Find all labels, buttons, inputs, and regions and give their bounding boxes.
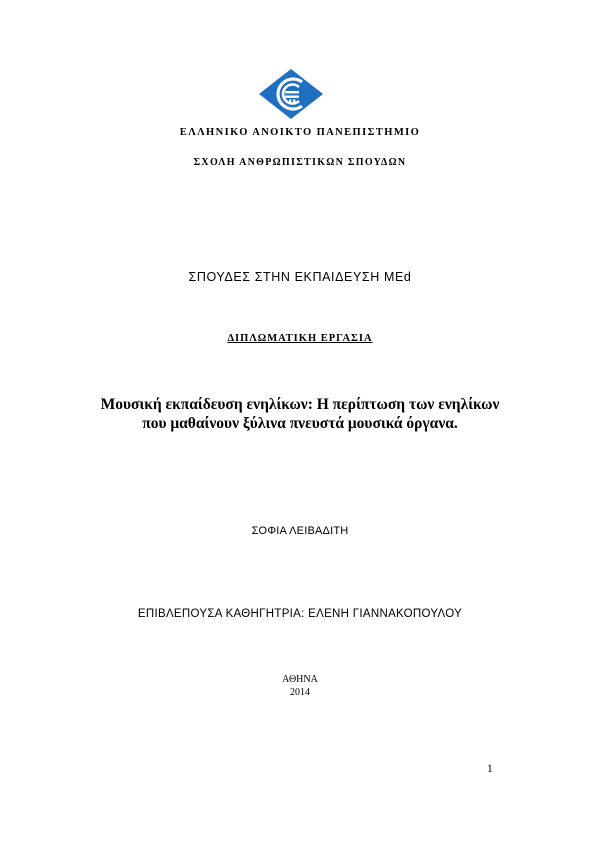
year: 2014 <box>290 687 310 698</box>
eap-logo-icon <box>258 68 324 120</box>
city: ΑΘΗΝΑ <box>282 674 318 685</box>
supervisor: ΕΠΙΒΛΕΠΟΥΣΑ ΚΑΘΗΓΗΤΡΙΑ: ΕΛΕΝΗ ΓΙΑΝΝΑΚΟΠΟΥΛΟΥ <box>137 608 463 620</box>
thesis-title-line-1: Μουσική εκπαίδευση ενηλίκων: Η περίπτωση των ενηλίκων <box>100 396 500 413</box>
author-name: ΣΟΦΙΑ ΛΕΙΒΑΔΙΤΗ <box>251 525 349 537</box>
thesis-title-line-2: που μαθαίνουν ξύλινα πνευστά μουσικά όργανα. <box>142 415 458 432</box>
school-name: ΣΧΟΛΗ ΑΝΘΡΩΠΙΣΤΙΚΩΝ ΣΠΟΥΔΩΝ <box>193 157 407 168</box>
page-number: 1 <box>487 763 493 775</box>
thesis-title <box>60 395 540 433</box>
programme-name: ΣΠΟΥΔΕΣ ΣΤΗΝ ΕΚΠΑΙΔΕΥΣΗ MEd <box>188 270 412 284</box>
thesis-type: ΔΙΠΛΩΜΑΤΙΚΗ ΕΡΓΑΣΙΑ <box>227 333 373 344</box>
university-name: ΕΛΛΗΝΙΚΟ ΑΝΟΙΚΤΟ ΠΑΝΕΠΙΣΤΗΜΙΟ <box>179 127 421 138</box>
